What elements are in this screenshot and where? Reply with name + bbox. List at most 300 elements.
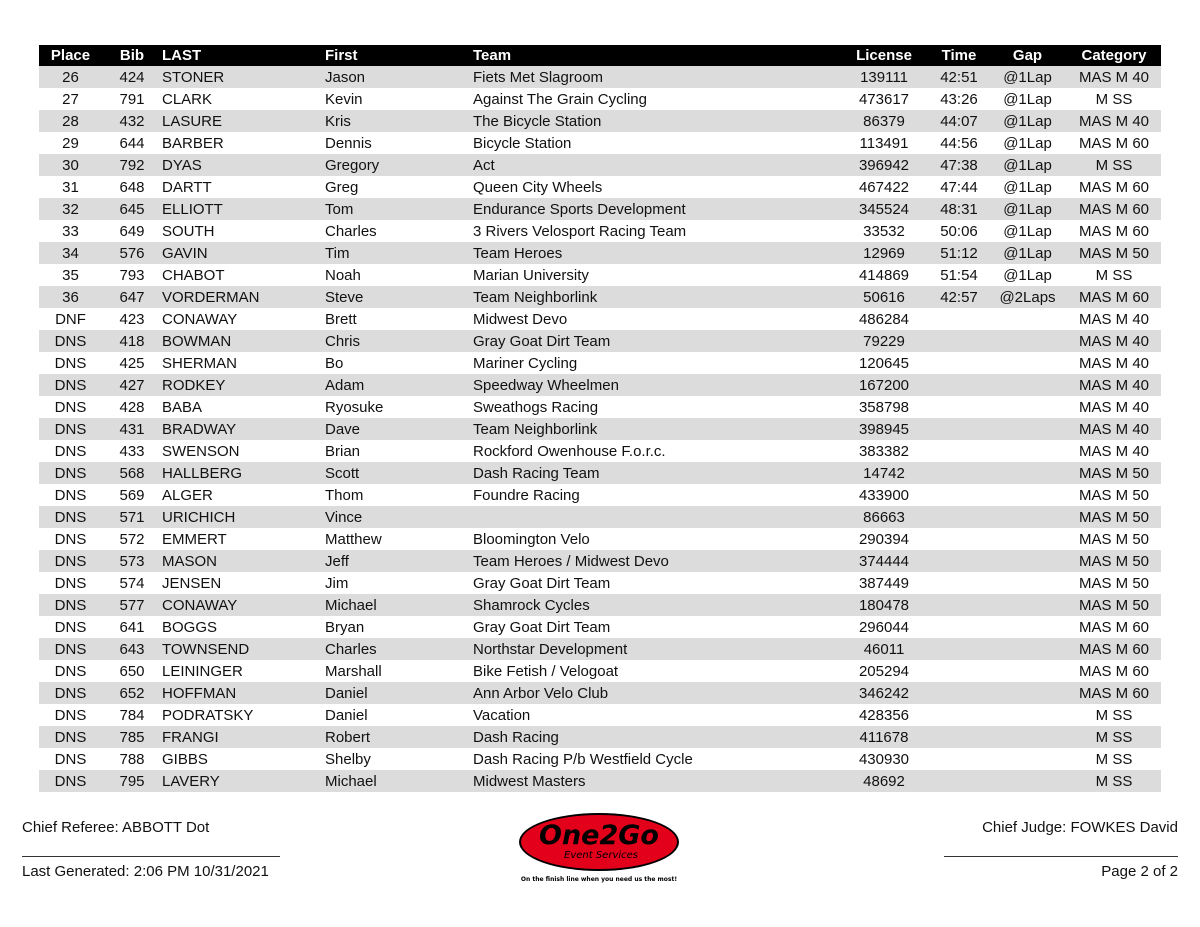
cell-bib: 793 bbox=[102, 264, 162, 286]
cell-license: 346242 bbox=[838, 682, 930, 704]
cell-license: 46011 bbox=[838, 638, 930, 660]
cell-place: DNS bbox=[39, 506, 102, 528]
cell-category: MAS M 60 bbox=[1067, 220, 1161, 242]
cell-first: Michael bbox=[325, 770, 473, 792]
table-row bbox=[39, 770, 1161, 792]
cell-last: LAVERY bbox=[162, 770, 325, 792]
cell-license: 486284 bbox=[838, 308, 930, 330]
cell-team: Gray Goat Dirt Team bbox=[473, 616, 838, 638]
cell-place: DNS bbox=[39, 418, 102, 440]
cell-team: Queen City Wheels bbox=[473, 176, 838, 198]
cell-bib: 431 bbox=[102, 418, 162, 440]
cell-first: Robert bbox=[325, 726, 473, 748]
cell-time: 50:06 bbox=[930, 220, 988, 242]
cell-first: Chris bbox=[325, 330, 473, 352]
cell-first: Kevin bbox=[325, 88, 473, 110]
cell-bib: 574 bbox=[102, 572, 162, 594]
cell-time bbox=[930, 528, 988, 550]
cell-gap: @1Lap bbox=[988, 176, 1067, 198]
cell-license: 383382 bbox=[838, 440, 930, 462]
cell-last: HALLBERG bbox=[162, 462, 325, 484]
cell-last: VORDERMAN bbox=[162, 286, 325, 308]
cell-category: MAS M 50 bbox=[1067, 462, 1161, 484]
cell-bib: 572 bbox=[102, 528, 162, 550]
cell-category: MAS M 50 bbox=[1067, 550, 1161, 572]
cell-last: LASURE bbox=[162, 110, 325, 132]
cell-license: 428356 bbox=[838, 704, 930, 726]
cell-last: LEININGER bbox=[162, 660, 325, 682]
table-row bbox=[39, 88, 1161, 110]
table-row bbox=[39, 528, 1161, 550]
table-row bbox=[39, 726, 1161, 748]
cell-place: 28 bbox=[39, 110, 102, 132]
table-row bbox=[39, 418, 1161, 440]
cell-place: 36 bbox=[39, 286, 102, 308]
table-row bbox=[39, 352, 1161, 374]
cell-first: Jeff bbox=[325, 550, 473, 572]
table-row bbox=[39, 220, 1161, 242]
cell-team: Bloomington Velo bbox=[473, 528, 838, 550]
cell-first: Dennis bbox=[325, 132, 473, 154]
cell-place: 33 bbox=[39, 220, 102, 242]
cell-last: RODKEY bbox=[162, 374, 325, 396]
table-row bbox=[39, 286, 1161, 308]
cell-bib: 428 bbox=[102, 396, 162, 418]
header-place: Place bbox=[39, 45, 102, 66]
cell-team: Dash Racing bbox=[473, 726, 838, 748]
cell-gap bbox=[988, 440, 1067, 462]
cell-category: MAS M 50 bbox=[1067, 572, 1161, 594]
cell-gap: @1Lap bbox=[988, 264, 1067, 286]
cell-license: 411678 bbox=[838, 726, 930, 748]
table-row bbox=[39, 132, 1161, 154]
cell-place: DNS bbox=[39, 352, 102, 374]
judge-signature-line bbox=[944, 856, 1178, 857]
table-row bbox=[39, 440, 1161, 462]
cell-place: DNS bbox=[39, 572, 102, 594]
one2go-logo bbox=[517, 812, 682, 884]
cell-category: MAS M 40 bbox=[1067, 374, 1161, 396]
table-row bbox=[39, 110, 1161, 132]
cell-place: DNS bbox=[39, 484, 102, 506]
table-row bbox=[39, 638, 1161, 660]
cell-category: MAS M 40 bbox=[1067, 330, 1161, 352]
cell-time: 51:12 bbox=[930, 242, 988, 264]
cell-first: Ryosuke bbox=[325, 396, 473, 418]
cell-license: 374444 bbox=[838, 550, 930, 572]
cell-time bbox=[930, 616, 988, 638]
cell-gap bbox=[988, 418, 1067, 440]
cell-category: MAS M 40 bbox=[1067, 110, 1161, 132]
last-generated: Last Generated: 2:06 PM 10/31/2021 bbox=[22, 863, 269, 880]
cell-place: 29 bbox=[39, 132, 102, 154]
cell-place: 27 bbox=[39, 88, 102, 110]
table-row bbox=[39, 506, 1161, 528]
cell-place: DNS bbox=[39, 330, 102, 352]
cell-license: 205294 bbox=[838, 660, 930, 682]
table-row bbox=[39, 242, 1161, 264]
cell-category: M SS bbox=[1067, 704, 1161, 726]
header-category: Category bbox=[1067, 45, 1161, 66]
cell-team: Gray Goat Dirt Team bbox=[473, 572, 838, 594]
cell-first: Gregory bbox=[325, 154, 473, 176]
cell-license: 33532 bbox=[838, 220, 930, 242]
cell-team: Northstar Development bbox=[473, 638, 838, 660]
cell-license: 345524 bbox=[838, 198, 930, 220]
cell-team: Midwest Devo bbox=[473, 308, 838, 330]
cell-last: ALGER bbox=[162, 484, 325, 506]
cell-team: Team Heroes / Midwest Devo bbox=[473, 550, 838, 572]
cell-last: SOUTH bbox=[162, 220, 325, 242]
page-number: Page 2 of 2 bbox=[1101, 863, 1178, 880]
cell-place: DNS bbox=[39, 682, 102, 704]
table-row bbox=[39, 682, 1161, 704]
cell-time: 43:26 bbox=[930, 88, 988, 110]
cell-gap bbox=[988, 374, 1067, 396]
cell-license: 113491 bbox=[838, 132, 930, 154]
cell-first: Tom bbox=[325, 198, 473, 220]
cell-bib: 650 bbox=[102, 660, 162, 682]
table-row bbox=[39, 660, 1161, 682]
cell-place: DNS bbox=[39, 528, 102, 550]
cell-gap bbox=[988, 528, 1067, 550]
table-row bbox=[39, 176, 1161, 198]
cell-license: 120645 bbox=[838, 352, 930, 374]
cell-time bbox=[930, 484, 988, 506]
cell-team: The Bicycle Station bbox=[473, 110, 838, 132]
cell-license: 473617 bbox=[838, 88, 930, 110]
cell-last: STONER bbox=[162, 66, 325, 88]
cell-team: Ann Arbor Velo Club bbox=[473, 682, 838, 704]
cell-first: Marshall bbox=[325, 660, 473, 682]
cell-bib: 645 bbox=[102, 198, 162, 220]
cell-last: TOWNSEND bbox=[162, 638, 325, 660]
cell-team: Dash Racing P/b Westfield Cycle bbox=[473, 748, 838, 770]
cell-team: Shamrock Cycles bbox=[473, 594, 838, 616]
cell-category: MAS M 40 bbox=[1067, 418, 1161, 440]
cell-last: SHERMAN bbox=[162, 352, 325, 374]
cell-first: Scott bbox=[325, 462, 473, 484]
cell-time: 42:57 bbox=[930, 286, 988, 308]
cell-team: Against The Grain Cycling bbox=[473, 88, 838, 110]
cell-gap bbox=[988, 484, 1067, 506]
cell-category: MAS M 50 bbox=[1067, 484, 1161, 506]
referee-signature-line bbox=[22, 856, 280, 857]
cell-first: Jim bbox=[325, 572, 473, 594]
cell-category: MAS M 40 bbox=[1067, 352, 1161, 374]
cell-team: Team Neighborlink bbox=[473, 418, 838, 440]
cell-place: DNS bbox=[39, 748, 102, 770]
cell-license: 396942 bbox=[838, 154, 930, 176]
cell-first: Steve bbox=[325, 286, 473, 308]
cell-first: Kris bbox=[325, 110, 473, 132]
table-header-row bbox=[39, 45, 1161, 66]
cell-first: Daniel bbox=[325, 704, 473, 726]
cell-category: M SS bbox=[1067, 726, 1161, 748]
cell-team: 3 Rivers Velosport Racing Team bbox=[473, 220, 838, 242]
cell-team: Team Neighborlink bbox=[473, 286, 838, 308]
cell-place: 35 bbox=[39, 264, 102, 286]
cell-first: Brian bbox=[325, 440, 473, 462]
cell-gap: @1Lap bbox=[988, 220, 1067, 242]
cell-last: FRANGI bbox=[162, 726, 325, 748]
cell-team: Dash Racing Team bbox=[473, 462, 838, 484]
cell-team: Fiets Met Slagroom bbox=[473, 66, 838, 88]
cell-time bbox=[930, 704, 988, 726]
header-team: Team bbox=[473, 45, 838, 66]
cell-bib: 792 bbox=[102, 154, 162, 176]
cell-last: BOGGS bbox=[162, 616, 325, 638]
cell-category: M SS bbox=[1067, 748, 1161, 770]
cell-last: CHABOT bbox=[162, 264, 325, 286]
cell-place: DNS bbox=[39, 462, 102, 484]
cell-last: BARBER bbox=[162, 132, 325, 154]
cell-last: CONAWAY bbox=[162, 308, 325, 330]
cell-time: 51:54 bbox=[930, 264, 988, 286]
cell-place: DNS bbox=[39, 440, 102, 462]
cell-place: DNS bbox=[39, 616, 102, 638]
cell-gap bbox=[988, 572, 1067, 594]
cell-license: 387449 bbox=[838, 572, 930, 594]
cell-first: Matthew bbox=[325, 528, 473, 550]
cell-first: Tim bbox=[325, 242, 473, 264]
cell-first: Jason bbox=[325, 66, 473, 88]
cell-team: Foundre Racing bbox=[473, 484, 838, 506]
cell-license: 180478 bbox=[838, 594, 930, 616]
cell-bib: 568 bbox=[102, 462, 162, 484]
cell-last: CLARK bbox=[162, 88, 325, 110]
cell-license: 467422 bbox=[838, 176, 930, 198]
table-row bbox=[39, 704, 1161, 726]
cell-category: MAS M 50 bbox=[1067, 528, 1161, 550]
table-row bbox=[39, 374, 1161, 396]
cell-last: EMMERT bbox=[162, 528, 325, 550]
cell-bib: 784 bbox=[102, 704, 162, 726]
cell-category: MAS M 50 bbox=[1067, 506, 1161, 528]
cell-bib: 432 bbox=[102, 110, 162, 132]
cell-last: MASON bbox=[162, 550, 325, 572]
cell-license: 50616 bbox=[838, 286, 930, 308]
cell-time bbox=[930, 418, 988, 440]
cell-time bbox=[930, 660, 988, 682]
cell-time bbox=[930, 572, 988, 594]
cell-time: 47:38 bbox=[930, 154, 988, 176]
cell-last: BABA bbox=[162, 396, 325, 418]
cell-time bbox=[930, 352, 988, 374]
cell-bib: 423 bbox=[102, 308, 162, 330]
cell-gap bbox=[988, 748, 1067, 770]
cell-gap bbox=[988, 682, 1067, 704]
cell-bib: 643 bbox=[102, 638, 162, 660]
cell-category: MAS M 40 bbox=[1067, 308, 1161, 330]
cell-gap: @1Lap bbox=[988, 242, 1067, 264]
logo-tagline: On the finish line when you need us the most! bbox=[520, 876, 678, 883]
cell-last: DYAS bbox=[162, 154, 325, 176]
cell-time bbox=[930, 440, 988, 462]
table-row bbox=[39, 616, 1161, 638]
cell-category: M SS bbox=[1067, 264, 1161, 286]
cell-category: M SS bbox=[1067, 770, 1161, 792]
cell-license: 433900 bbox=[838, 484, 930, 506]
table-row bbox=[39, 154, 1161, 176]
cell-place: DNS bbox=[39, 594, 102, 616]
cell-place: DNS bbox=[39, 374, 102, 396]
cell-gap: @1Lap bbox=[988, 154, 1067, 176]
cell-bib: 644 bbox=[102, 132, 162, 154]
cell-license: 290394 bbox=[838, 528, 930, 550]
cell-gap bbox=[988, 352, 1067, 374]
cell-first: Daniel bbox=[325, 682, 473, 704]
cell-bib: 652 bbox=[102, 682, 162, 704]
cell-gap bbox=[988, 616, 1067, 638]
cell-last: HOFFMAN bbox=[162, 682, 325, 704]
cell-team: Team Heroes bbox=[473, 242, 838, 264]
cell-last: SWENSON bbox=[162, 440, 325, 462]
cell-gap bbox=[988, 462, 1067, 484]
table-row bbox=[39, 550, 1161, 572]
cell-last: GIBBS bbox=[162, 748, 325, 770]
cell-bib: 418 bbox=[102, 330, 162, 352]
cell-time bbox=[930, 374, 988, 396]
cell-place: DNS bbox=[39, 660, 102, 682]
cell-bib: 571 bbox=[102, 506, 162, 528]
results-table bbox=[39, 45, 1161, 792]
cell-license: 430930 bbox=[838, 748, 930, 770]
cell-category: MAS M 60 bbox=[1067, 176, 1161, 198]
cell-gap bbox=[988, 506, 1067, 528]
cell-last: JENSEN bbox=[162, 572, 325, 594]
cell-license: 139111 bbox=[838, 66, 930, 88]
cell-time: 48:31 bbox=[930, 198, 988, 220]
chief-referee: Chief Referee: ABBOTT Dot bbox=[22, 819, 210, 836]
cell-place: DNS bbox=[39, 726, 102, 748]
cell-team: Bicycle Station bbox=[473, 132, 838, 154]
cell-team: Endurance Sports Development bbox=[473, 198, 838, 220]
cell-category: MAS M 60 bbox=[1067, 198, 1161, 220]
cell-gap: @1Lap bbox=[988, 110, 1067, 132]
cell-time bbox=[930, 770, 988, 792]
cell-category: MAS M 50 bbox=[1067, 242, 1161, 264]
cell-team: Vacation bbox=[473, 704, 838, 726]
cell-team: Bike Fetish / Velogoat bbox=[473, 660, 838, 682]
cell-place: DNS bbox=[39, 396, 102, 418]
cell-category: M SS bbox=[1067, 88, 1161, 110]
cell-time bbox=[930, 550, 988, 572]
cell-team: Act bbox=[473, 154, 838, 176]
table-row bbox=[39, 66, 1161, 88]
cell-time bbox=[930, 506, 988, 528]
header-bib: Bib bbox=[102, 45, 162, 66]
cell-gap bbox=[988, 704, 1067, 726]
cell-time: 44:07 bbox=[930, 110, 988, 132]
cell-place: 34 bbox=[39, 242, 102, 264]
cell-bib: 576 bbox=[102, 242, 162, 264]
cell-first: Dave bbox=[325, 418, 473, 440]
cell-license: 86379 bbox=[838, 110, 930, 132]
cell-gap: @1Lap bbox=[988, 198, 1067, 220]
cell-time bbox=[930, 330, 988, 352]
table-row bbox=[39, 198, 1161, 220]
cell-license: 48692 bbox=[838, 770, 930, 792]
cell-gap bbox=[988, 308, 1067, 330]
table-row bbox=[39, 594, 1161, 616]
cell-bib: 577 bbox=[102, 594, 162, 616]
cell-team: Mariner Cycling bbox=[473, 352, 838, 374]
cell-place: DNS bbox=[39, 550, 102, 572]
cell-bib: 795 bbox=[102, 770, 162, 792]
cell-gap bbox=[988, 638, 1067, 660]
cell-place: 32 bbox=[39, 198, 102, 220]
cell-team: Gray Goat Dirt Team bbox=[473, 330, 838, 352]
cell-bib: 647 bbox=[102, 286, 162, 308]
results-body bbox=[39, 66, 1161, 792]
header-first: First bbox=[325, 45, 473, 66]
chief-judge: Chief Judge: FOWKES David bbox=[982, 819, 1178, 836]
table-row bbox=[39, 484, 1161, 506]
cell-time bbox=[930, 726, 988, 748]
cell-gap bbox=[988, 550, 1067, 572]
cell-last: BRADWAY bbox=[162, 418, 325, 440]
cell-gap: @1Lap bbox=[988, 66, 1067, 88]
cell-gap bbox=[988, 726, 1067, 748]
cell-category: MAS M 40 bbox=[1067, 396, 1161, 418]
cell-bib: 573 bbox=[102, 550, 162, 572]
cell-category: MAS M 40 bbox=[1067, 440, 1161, 462]
cell-license: 358798 bbox=[838, 396, 930, 418]
cell-first: Charles bbox=[325, 638, 473, 660]
cell-category: MAS M 60 bbox=[1067, 286, 1161, 308]
cell-gap bbox=[988, 770, 1067, 792]
cell-place: 26 bbox=[39, 66, 102, 88]
cell-bib: 424 bbox=[102, 66, 162, 88]
logo-wordmark: One2Go bbox=[539, 820, 659, 851]
cell-team: Rockford Owenhouse F.o.r.c. bbox=[473, 440, 838, 462]
cell-first: Noah bbox=[325, 264, 473, 286]
cell-license: 296044 bbox=[838, 616, 930, 638]
cell-category: MAS M 60 bbox=[1067, 682, 1161, 704]
cell-license: 414869 bbox=[838, 264, 930, 286]
cell-last: ELLIOTT bbox=[162, 198, 325, 220]
cell-bib: 649 bbox=[102, 220, 162, 242]
table-row bbox=[39, 748, 1161, 770]
table-row bbox=[39, 572, 1161, 594]
cell-gap bbox=[988, 396, 1067, 418]
cell-bib: 427 bbox=[102, 374, 162, 396]
cell-license: 398945 bbox=[838, 418, 930, 440]
cell-first: Vince bbox=[325, 506, 473, 528]
cell-gap: @1Lap bbox=[988, 132, 1067, 154]
cell-place: 30 bbox=[39, 154, 102, 176]
cell-license: 86663 bbox=[838, 506, 930, 528]
header-time: Time bbox=[930, 45, 988, 66]
cell-time bbox=[930, 748, 988, 770]
cell-category: M SS bbox=[1067, 154, 1161, 176]
cell-first: Shelby bbox=[325, 748, 473, 770]
cell-last: GAVIN bbox=[162, 242, 325, 264]
cell-category: MAS M 50 bbox=[1067, 594, 1161, 616]
header-last: LAST bbox=[162, 45, 325, 66]
cell-gap bbox=[988, 660, 1067, 682]
cell-category: MAS M 60 bbox=[1067, 616, 1161, 638]
cell-license: 12969 bbox=[838, 242, 930, 264]
cell-time: 42:51 bbox=[930, 66, 988, 88]
cell-team: Marian University bbox=[473, 264, 838, 286]
cell-last: BOWMAN bbox=[162, 330, 325, 352]
cell-gap: @1Lap bbox=[988, 88, 1067, 110]
cell-time: 47:44 bbox=[930, 176, 988, 198]
cell-category: MAS M 60 bbox=[1067, 660, 1161, 682]
cell-category: MAS M 40 bbox=[1067, 66, 1161, 88]
